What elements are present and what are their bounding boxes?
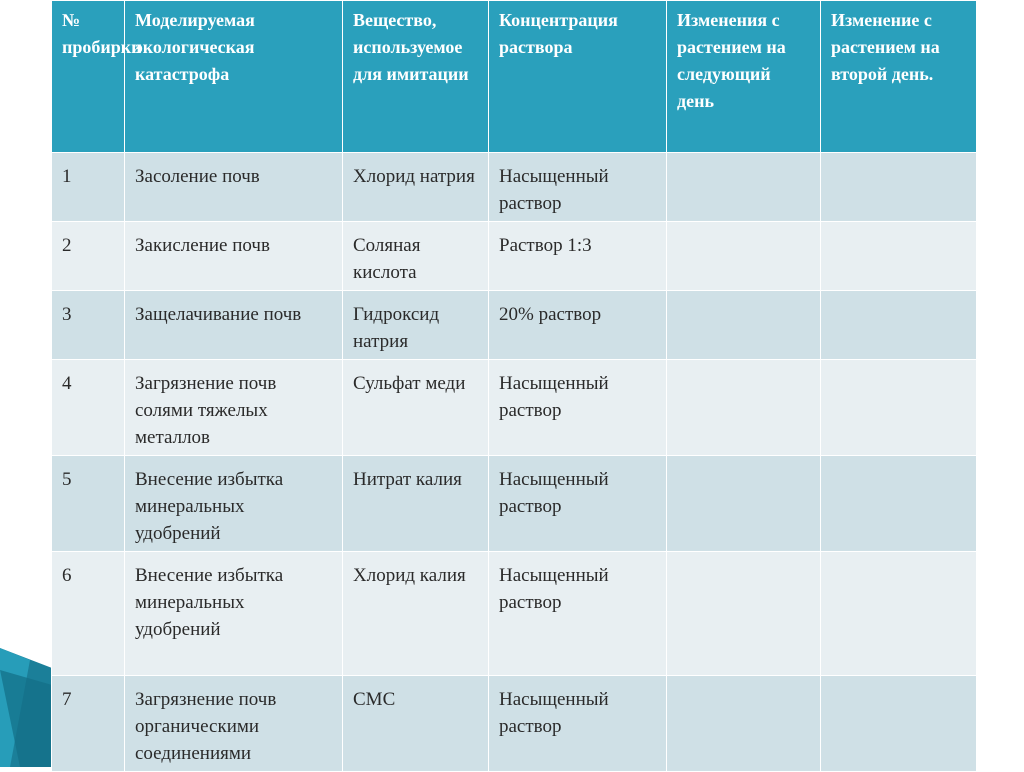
cell-next-day	[667, 676, 821, 772]
header-next-day: Изменения с растением на следующий день	[667, 1, 821, 153]
cell-number: 2	[52, 222, 125, 291]
header-tube-number: № пробирки	[52, 1, 125, 153]
cell-second-day	[821, 153, 977, 222]
table-row	[52, 360, 977, 456]
header-second-day: Изменение с растением на второй день.	[821, 1, 977, 153]
table-row	[52, 456, 977, 552]
cell-number: 6	[52, 552, 125, 676]
cell-second-day	[821, 360, 977, 456]
cell-concentration: Раствор 1:3	[489, 222, 667, 291]
cell-disaster: Загрязнение почв солями тяжелых металлов	[125, 360, 343, 456]
table-row	[52, 291, 977, 360]
cell-number: 4	[52, 360, 125, 456]
cell-next-day	[667, 360, 821, 456]
cell-concentration: Насыщенный раствор	[489, 456, 667, 552]
cell-substance: Хлорид натрия	[343, 153, 489, 222]
cell-concentration: Насыщенный раствор	[489, 552, 667, 676]
header-substance: Вещество, используемое для имитации	[343, 1, 489, 153]
table-row	[52, 222, 977, 291]
cell-next-day	[667, 456, 821, 552]
cell-disaster: Внесение избытка минеральных удобрений	[125, 456, 343, 552]
cell-concentration: Насыщенный раствор	[489, 676, 667, 772]
cell-disaster: Внесение избытка минеральных удобрений	[125, 552, 343, 676]
cell-substance: Соляная кислота	[343, 222, 489, 291]
decorative-corner-shape	[0, 640, 52, 767]
cell-concentration: Насыщенный раствор	[489, 360, 667, 456]
cell-number: 5	[52, 456, 125, 552]
cell-disaster: Загрязнение почв органическими соединениями	[125, 676, 343, 772]
header-disaster: Моделируемая экологическая катастрофа	[125, 1, 343, 153]
cell-next-day	[667, 153, 821, 222]
table-row	[52, 552, 977, 676]
cell-next-day	[667, 552, 821, 676]
cell-next-day	[667, 291, 821, 360]
cell-substance: Гидроксид натрия	[343, 291, 489, 360]
cell-substance: Хлорид калия	[343, 552, 489, 676]
table-header-row	[52, 1, 977, 153]
cell-second-day	[821, 676, 977, 772]
cell-concentration: Насыщенный раствор	[489, 153, 667, 222]
table-row	[52, 153, 977, 222]
cell-number: 1	[52, 153, 125, 222]
cell-number: 3	[52, 291, 125, 360]
cell-disaster: Закисление почв	[125, 222, 343, 291]
cell-second-day	[821, 456, 977, 552]
table-row	[52, 676, 977, 772]
cell-concentration: 20% раствор	[489, 291, 667, 360]
cell-next-day	[667, 222, 821, 291]
experiment-table	[51, 0, 977, 772]
cell-substance: Сульфат меди	[343, 360, 489, 456]
cell-substance: СМС	[343, 676, 489, 772]
header-concentration: Концентрация раствора	[489, 1, 667, 153]
cell-disaster: Засоление почв	[125, 153, 343, 222]
cell-number: 7	[52, 676, 125, 772]
cell-second-day	[821, 222, 977, 291]
cell-second-day	[821, 552, 977, 676]
cell-substance: Нитрат калия	[343, 456, 489, 552]
cell-disaster: Защелачивание почв	[125, 291, 343, 360]
cell-second-day	[821, 291, 977, 360]
